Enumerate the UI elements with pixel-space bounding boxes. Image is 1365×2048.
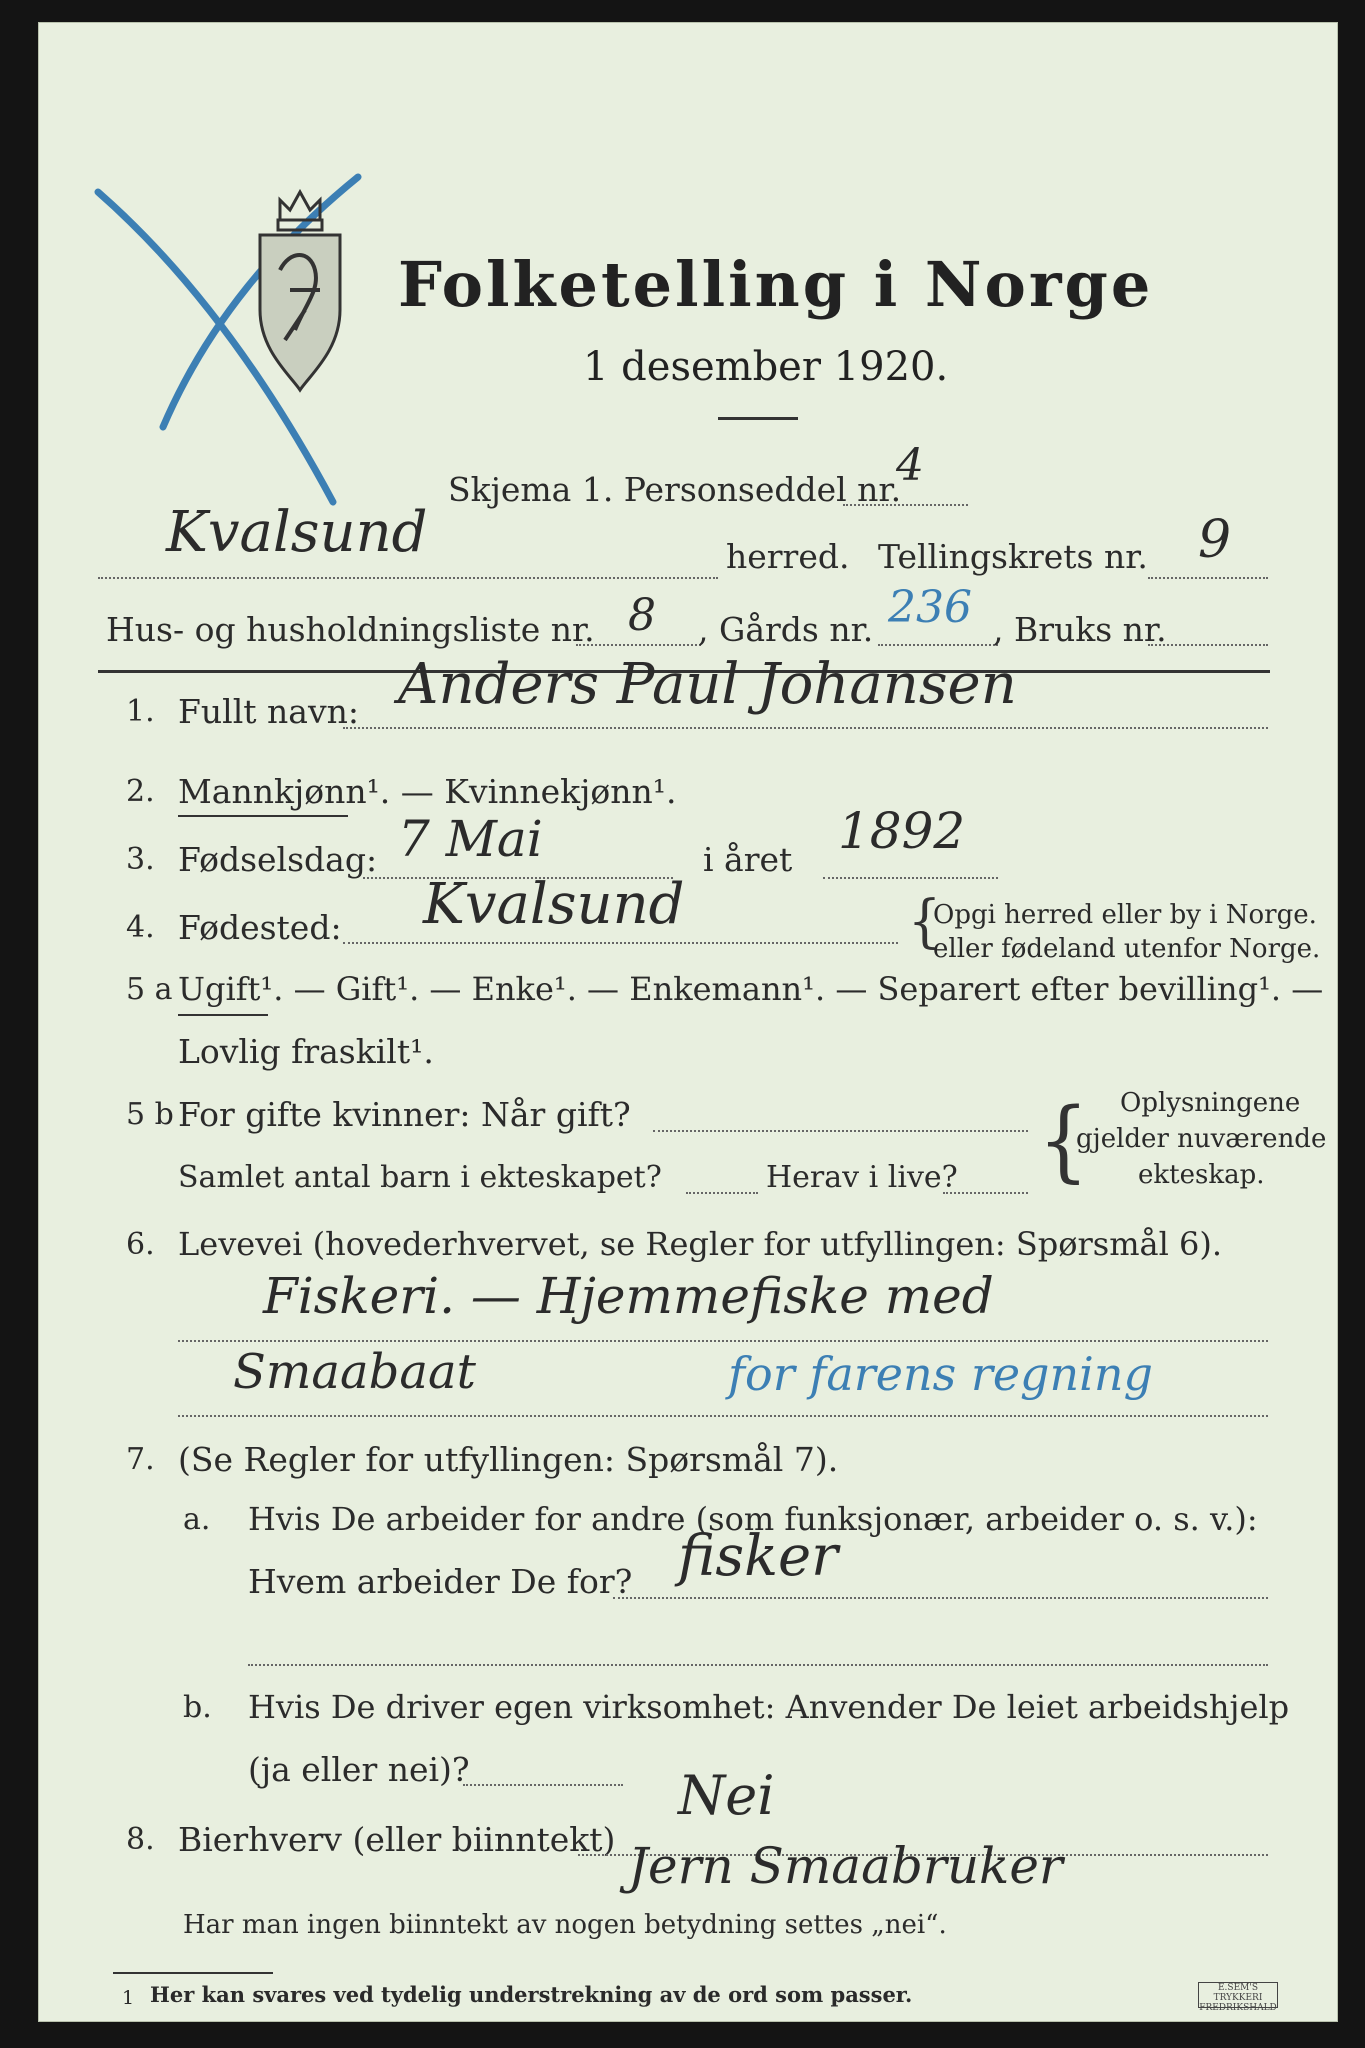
q7b-line <box>463 1784 623 1786</box>
schema-value: 4 <box>896 440 924 491</box>
q4-note-2: eller fødeland utenfor Norge. <box>933 934 1321 964</box>
q7a-line-2 <box>248 1664 1268 1666</box>
q7a-line-2: Hvem arbeider De for? <box>248 1562 633 1601</box>
q7a-value: fisker <box>678 1524 838 1589</box>
q7b-number: b. <box>183 1690 212 1725</box>
herred-label: herred. <box>726 537 850 576</box>
q5a-line-1: Ugift¹. — Gift¹. — Enke¹. — Enkemann¹. — Separert efter bevilling¹. — <box>178 970 1324 1008</box>
q8-value-2: Jern Smaabruker <box>628 1837 1063 1895</box>
census-form <box>38 22 1338 2022</box>
q5b-number: 5 b <box>126 1097 174 1132</box>
title-divider <box>718 417 798 420</box>
q8-note: Har man ingen biinntekt av nogen betydning settes „nei“. <box>183 1910 947 1940</box>
q3-value: 7 Mai <box>398 810 543 868</box>
q3-year-value: 1892 <box>838 802 966 860</box>
bruks-label: , Bruks nr. <box>993 610 1167 649</box>
q7-number: 7. <box>126 1442 155 1477</box>
q5b-note-3: ekteskap. <box>1138 1160 1265 1190</box>
q3-number: 3. <box>126 842 155 877</box>
q4-label: Fødested: <box>178 908 342 947</box>
q4-value: Kvalsund <box>423 872 685 937</box>
gards-value: 236 <box>888 582 972 633</box>
q8-value-1: Nei <box>678 1764 775 1827</box>
q5b-live-line <box>943 1192 1028 1194</box>
bruks-line <box>1148 644 1268 646</box>
q2-label: Mannkjønn¹. — Kvinnekjønn¹. <box>178 772 677 811</box>
schema-label: Skjema 1. Personseddel nr. <box>448 470 902 509</box>
hus-value: 8 <box>628 590 656 641</box>
q7a-line <box>613 1597 1268 1599</box>
herred-line <box>98 577 718 579</box>
q5b-note-2: gjelder nuværende <box>1076 1124 1327 1154</box>
q5b-line-2a: Samlet antal barn i ekteskapet? <box>178 1160 662 1195</box>
footnote-mark: 1 <box>122 1987 135 2009</box>
q6-value-1: Fiskeri. — Hjemmefiske med <box>263 1267 994 1325</box>
q1-line <box>343 727 1268 729</box>
q3-label: Fødselsdag: <box>178 840 378 879</box>
q6-value-2-blue: for farens regning <box>728 1347 1153 1401</box>
tellingskrets-line <box>1148 577 1268 579</box>
q6-label: Levevei (hovederhvervet, se Regler for utfyllingen: Spørsmål 6). <box>178 1225 1223 1263</box>
q1-value: Anders Paul Johansen <box>398 652 1017 717</box>
q6-number: 6. <box>126 1227 155 1262</box>
q5a-line-2: Lovlig fraskilt¹. <box>178 1032 434 1071</box>
tellingskrets-label: Tellingskrets nr. <box>878 537 1148 576</box>
form-date: 1 desember 1920. <box>583 344 949 390</box>
q8-label: Bierhverv (eller biinntekt) <box>178 1820 616 1859</box>
q7a-number: a. <box>183 1502 211 1537</box>
q7a-line-1: Hvis De arbeider for andre (som funksjonær, arbeider o. s. v.): <box>248 1500 1258 1538</box>
footnote-rule <box>113 1972 273 1974</box>
q3-year-line <box>823 877 998 879</box>
gards-label: , Gårds nr. <box>698 610 874 649</box>
q7b-line-1: Hvis De driver egen virksomhet: Anvender De leiet arbeidshjelp <box>248 1688 1290 1726</box>
q5a-number: 5 a <box>126 972 173 1007</box>
q5b-brace: { <box>1038 1089 1089 1192</box>
form-title: Folketelling i Norge <box>398 248 1154 321</box>
printer-stamp <box>1198 1982 1278 2013</box>
coat-of-arms-icon <box>250 180 350 400</box>
q5b-barn-line <box>686 1192 758 1194</box>
schema-line <box>843 504 968 506</box>
q4-brace: { <box>908 889 942 955</box>
printer-stamp-line-1: E.SEM'S TRYKKERI <box>1213 1983 1263 2003</box>
herred-value: Kvalsund <box>166 500 428 565</box>
q6-line-2 <box>178 1415 1268 1417</box>
q1-number: 1. <box>126 694 155 729</box>
q2-number: 2. <box>126 774 155 809</box>
footnote-text: Her kan svares ved tydelig understrekning av de ord som passer. <box>150 1982 913 2007</box>
q5a-underline <box>178 1014 268 1016</box>
printer-stamp-line-2: FREDRIKSHALD <box>1199 2003 1277 2013</box>
q5b-line-1: For gifte kvinner: Når gift? <box>178 1095 631 1134</box>
q7-label: (Se Regler for utfyllingen: Spørsmål 7). <box>178 1440 839 1479</box>
q4-line <box>343 942 898 944</box>
hus-line <box>576 644 701 646</box>
q7b-line-2: (ja eller nei)? <box>248 1750 470 1789</box>
q5b-note-1: Oplysningene <box>1120 1088 1301 1118</box>
q3-year-label: i året <box>703 840 793 879</box>
q6-line-1 <box>178 1340 1268 1342</box>
q4-note-1: Opgi herred eller by i Norge. <box>933 900 1317 930</box>
q8-number: 8. <box>126 1822 155 1857</box>
q2-underline <box>178 815 348 817</box>
q6-value-2: Smaabaat <box>233 1344 476 1400</box>
q4-number: 4. <box>126 910 155 945</box>
tellingskrets-value: 9 <box>1198 510 1232 570</box>
hus-label: Hus- og husholdningsliste nr. <box>106 610 595 649</box>
q1-label: Fullt navn: <box>178 692 359 731</box>
q5b-gift-line <box>653 1130 1028 1132</box>
gards-line <box>878 644 998 646</box>
q5b-line-2b: Herav i live? <box>766 1160 958 1195</box>
